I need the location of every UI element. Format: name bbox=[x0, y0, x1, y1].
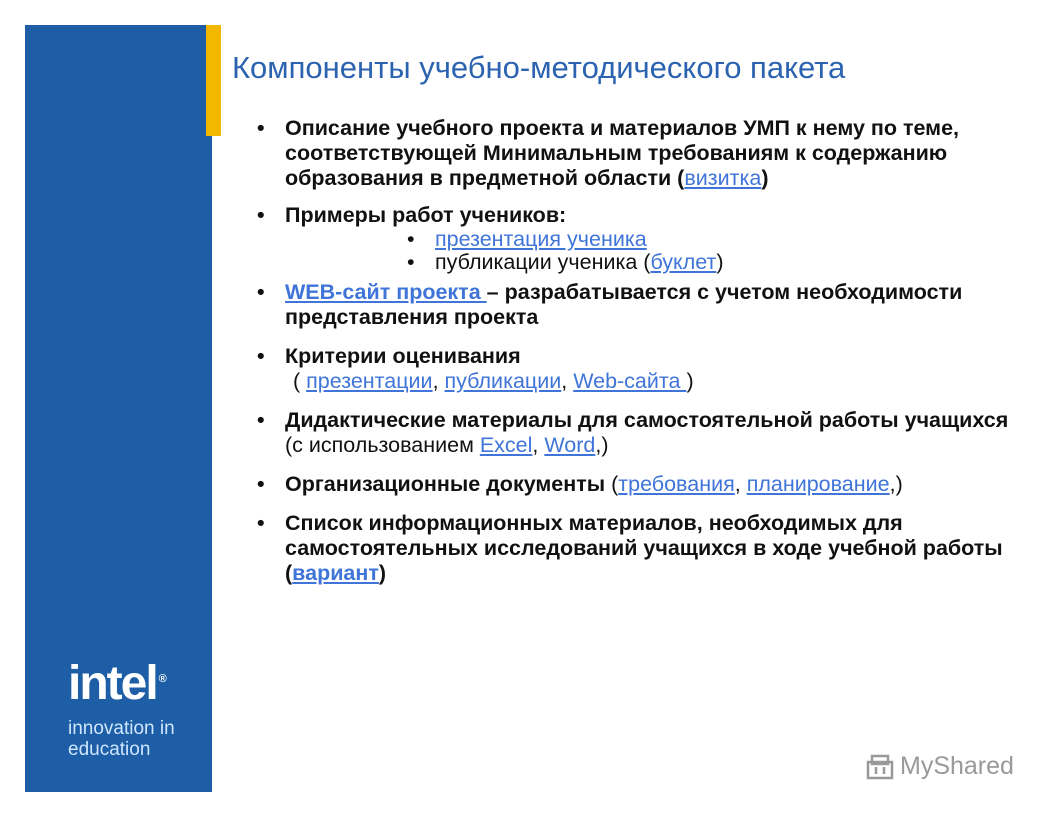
slide-title: Компоненты учебно-методического пакета bbox=[232, 50, 846, 85]
title-accent-bar bbox=[206, 25, 221, 136]
list-item: • Организационные документы (требования, планирование,) bbox=[257, 472, 903, 496]
link-variant[interactable]: вариант bbox=[292, 561, 379, 585]
link-booklet[interactable]: буклет bbox=[650, 250, 717, 274]
logo-tagline: innovation in education bbox=[68, 718, 175, 760]
watermark bbox=[866, 752, 1014, 781]
list-item: • Примеры работ учеников: • презентация ученика • публикации ученика (буклет) bbox=[257, 203, 1017, 274]
list-item: • Список информационных материалов, необходимых для самостоятельных исследований учащихся в ходе учебной работы (вариант) bbox=[257, 511, 1003, 585]
link-vizitka[interactable]: визитка bbox=[684, 166, 762, 190]
link-publication-criteria[interactable]: публикации bbox=[444, 369, 562, 393]
list-item: • Критерии оценивания ( презентации, публикации, Web-сайта ) bbox=[257, 344, 694, 393]
intel-wordmark: intel ® bbox=[68, 657, 165, 710]
sub-list-item: • публикации ученика (буклет) bbox=[407, 250, 724, 274]
list-item: • Описание учебного проекта и материалов УМП к нему по теме, соответствующей Минимальным требованиям к содержанию образования в предметной области (визитка) bbox=[257, 116, 960, 190]
component-list bbox=[257, 116, 1017, 586]
link-excel[interactable]: Excel bbox=[479, 433, 533, 457]
myshared-icon bbox=[866, 754, 894, 780]
intel-logo bbox=[68, 657, 175, 760]
link-requirements[interactable]: требования bbox=[618, 472, 735, 496]
list-item: • Дидактические материалы для самостоятельной работы учащихся (с использованием Excel, Word,) bbox=[257, 408, 1009, 457]
link-presentation-criteria[interactable]: презентации bbox=[306, 369, 433, 393]
link-word[interactable]: Word bbox=[544, 433, 596, 457]
link-website-criteria[interactable]: Web-сайта bbox=[573, 369, 687, 393]
link-web-site[interactable]: WEB-сайт проекта bbox=[285, 280, 487, 304]
link-planning[interactable]: планирование bbox=[746, 472, 890, 496]
link-student-presentation[interactable]: презентация ученика bbox=[435, 227, 647, 251]
sub-list bbox=[285, 228, 1017, 274]
watermark-text: MyShared bbox=[900, 752, 1014, 780]
list-item: • WEB-сайт проекта – разрабатывается с учетом необходимости представления проекта bbox=[257, 280, 963, 329]
sub-list-item: • презентация ученика bbox=[407, 227, 647, 251]
